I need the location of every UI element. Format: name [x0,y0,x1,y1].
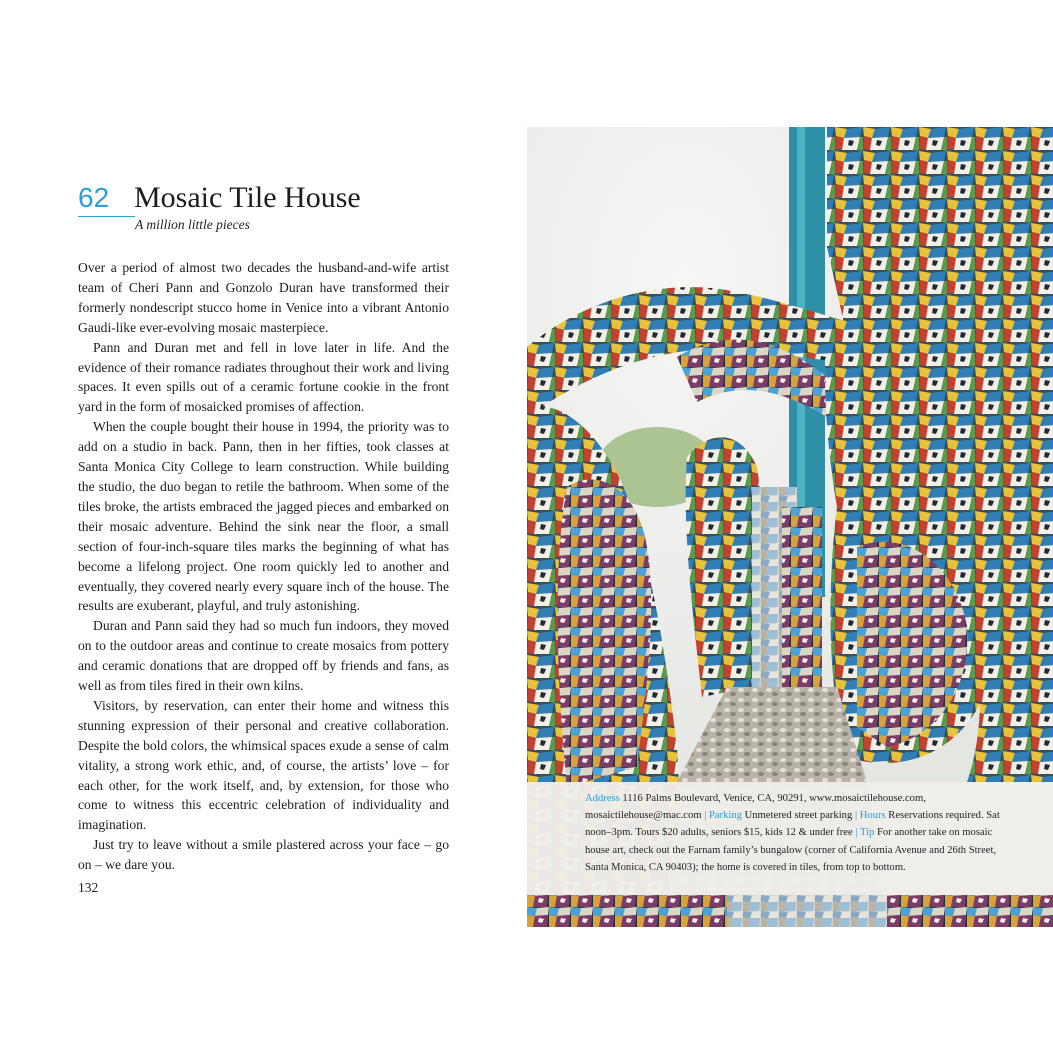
separator: | [854,810,858,822]
chapter-subtitle: A million little pieces [135,217,250,232]
tip-label: Tip [859,827,875,839]
paragraph: Just try to leave without a smile plastered across your face – go on – we dare you. [78,837,449,873]
paragraph: Pann and Duran met and fell in love later in life. And the evidence of their romance radiates throughout their work and living spaces. It even spills out of a ceramic fortune cookie in the front yard in the form of mosaicked promises of affection. [78,339,449,415]
hours-label: Hours [859,810,886,822]
paragraph: Duran and Pann said they had so much fun indoors, they moved on to the outdoor areas and continue to create mosaics from pottery and ceramic donations that are dropped off by friends and fans, as well as from tiles fired in their own kilns. [78,618,449,694]
hours-text: Reservations required. Sat noon–3pm. Tours $20 adults, seniors $15, kids 12 & under free [585,810,1000,839]
separator: | [704,810,707,822]
address-text: 1116 Palms Boulevard, Venice, CA, 90291, www.mosaictilehouse.com, mosaictilehouse@mac.com [585,793,926,822]
paragraph: Visitors, by reservation, can enter their home and witness this stunning expression of their personal and creative collaboration. Despite the bold colors, the whimsical spaces exude a sense of calm vitality, a strong work ethic, and, of course, the artists’ love – for each other, for the work itself, and, by extension, for those who come to witness this eccentric celebration of individuality and imagination. [78,697,449,833]
paragraph: Over a period of almost two decades the husband-and-wife artist team of Cheri Pann and Gonzolo Duran have transformed their formerly nondescript stucco home in Venice into a vibrant Antonio Gaudi-like ever-evolving mosaic masterpiece. [78,260,449,335]
chapter-title: Mosaic Tile House [134,181,361,214]
body-text [78,258,449,875]
right-page [527,127,1053,927]
separator: | [855,827,858,839]
page-number: 132 [78,880,99,895]
info-caption-box [527,782,1053,895]
chapter-number: 62 [78,180,135,217]
tip-text: For another take on mosaic house art, check out the Farnam family’s bungalow (corner of California Avenue and 26th Street, Santa Monica, CA 90403); the home is covered in tiles, from top to bottom. [585,827,997,873]
address-label: Address [585,793,620,804]
parking-label: Parking [708,810,742,822]
paragraph: When the couple bought their house in 1994, the priority was to add on a studio in back. Pann, then in her fifties, took classes at Santa Monica City College to learn construction. While building the studio, the duo began to retile the bathroom. When some of the tiles broke, the artists embraced the jagged pieces and embarked on their mosaic adventure. Behind the sink near the floor, a small section of four-inch-square tiles marks the beginning of what has become a lifelong project. One room quickly led to another and eventually, they covered nearly every square inch of the house. The results are exuberant, playful, and truly astonishing. [78,419,449,614]
info-caption [585,790,1003,876]
parking-text: Unmetered street parking [744,810,853,822]
